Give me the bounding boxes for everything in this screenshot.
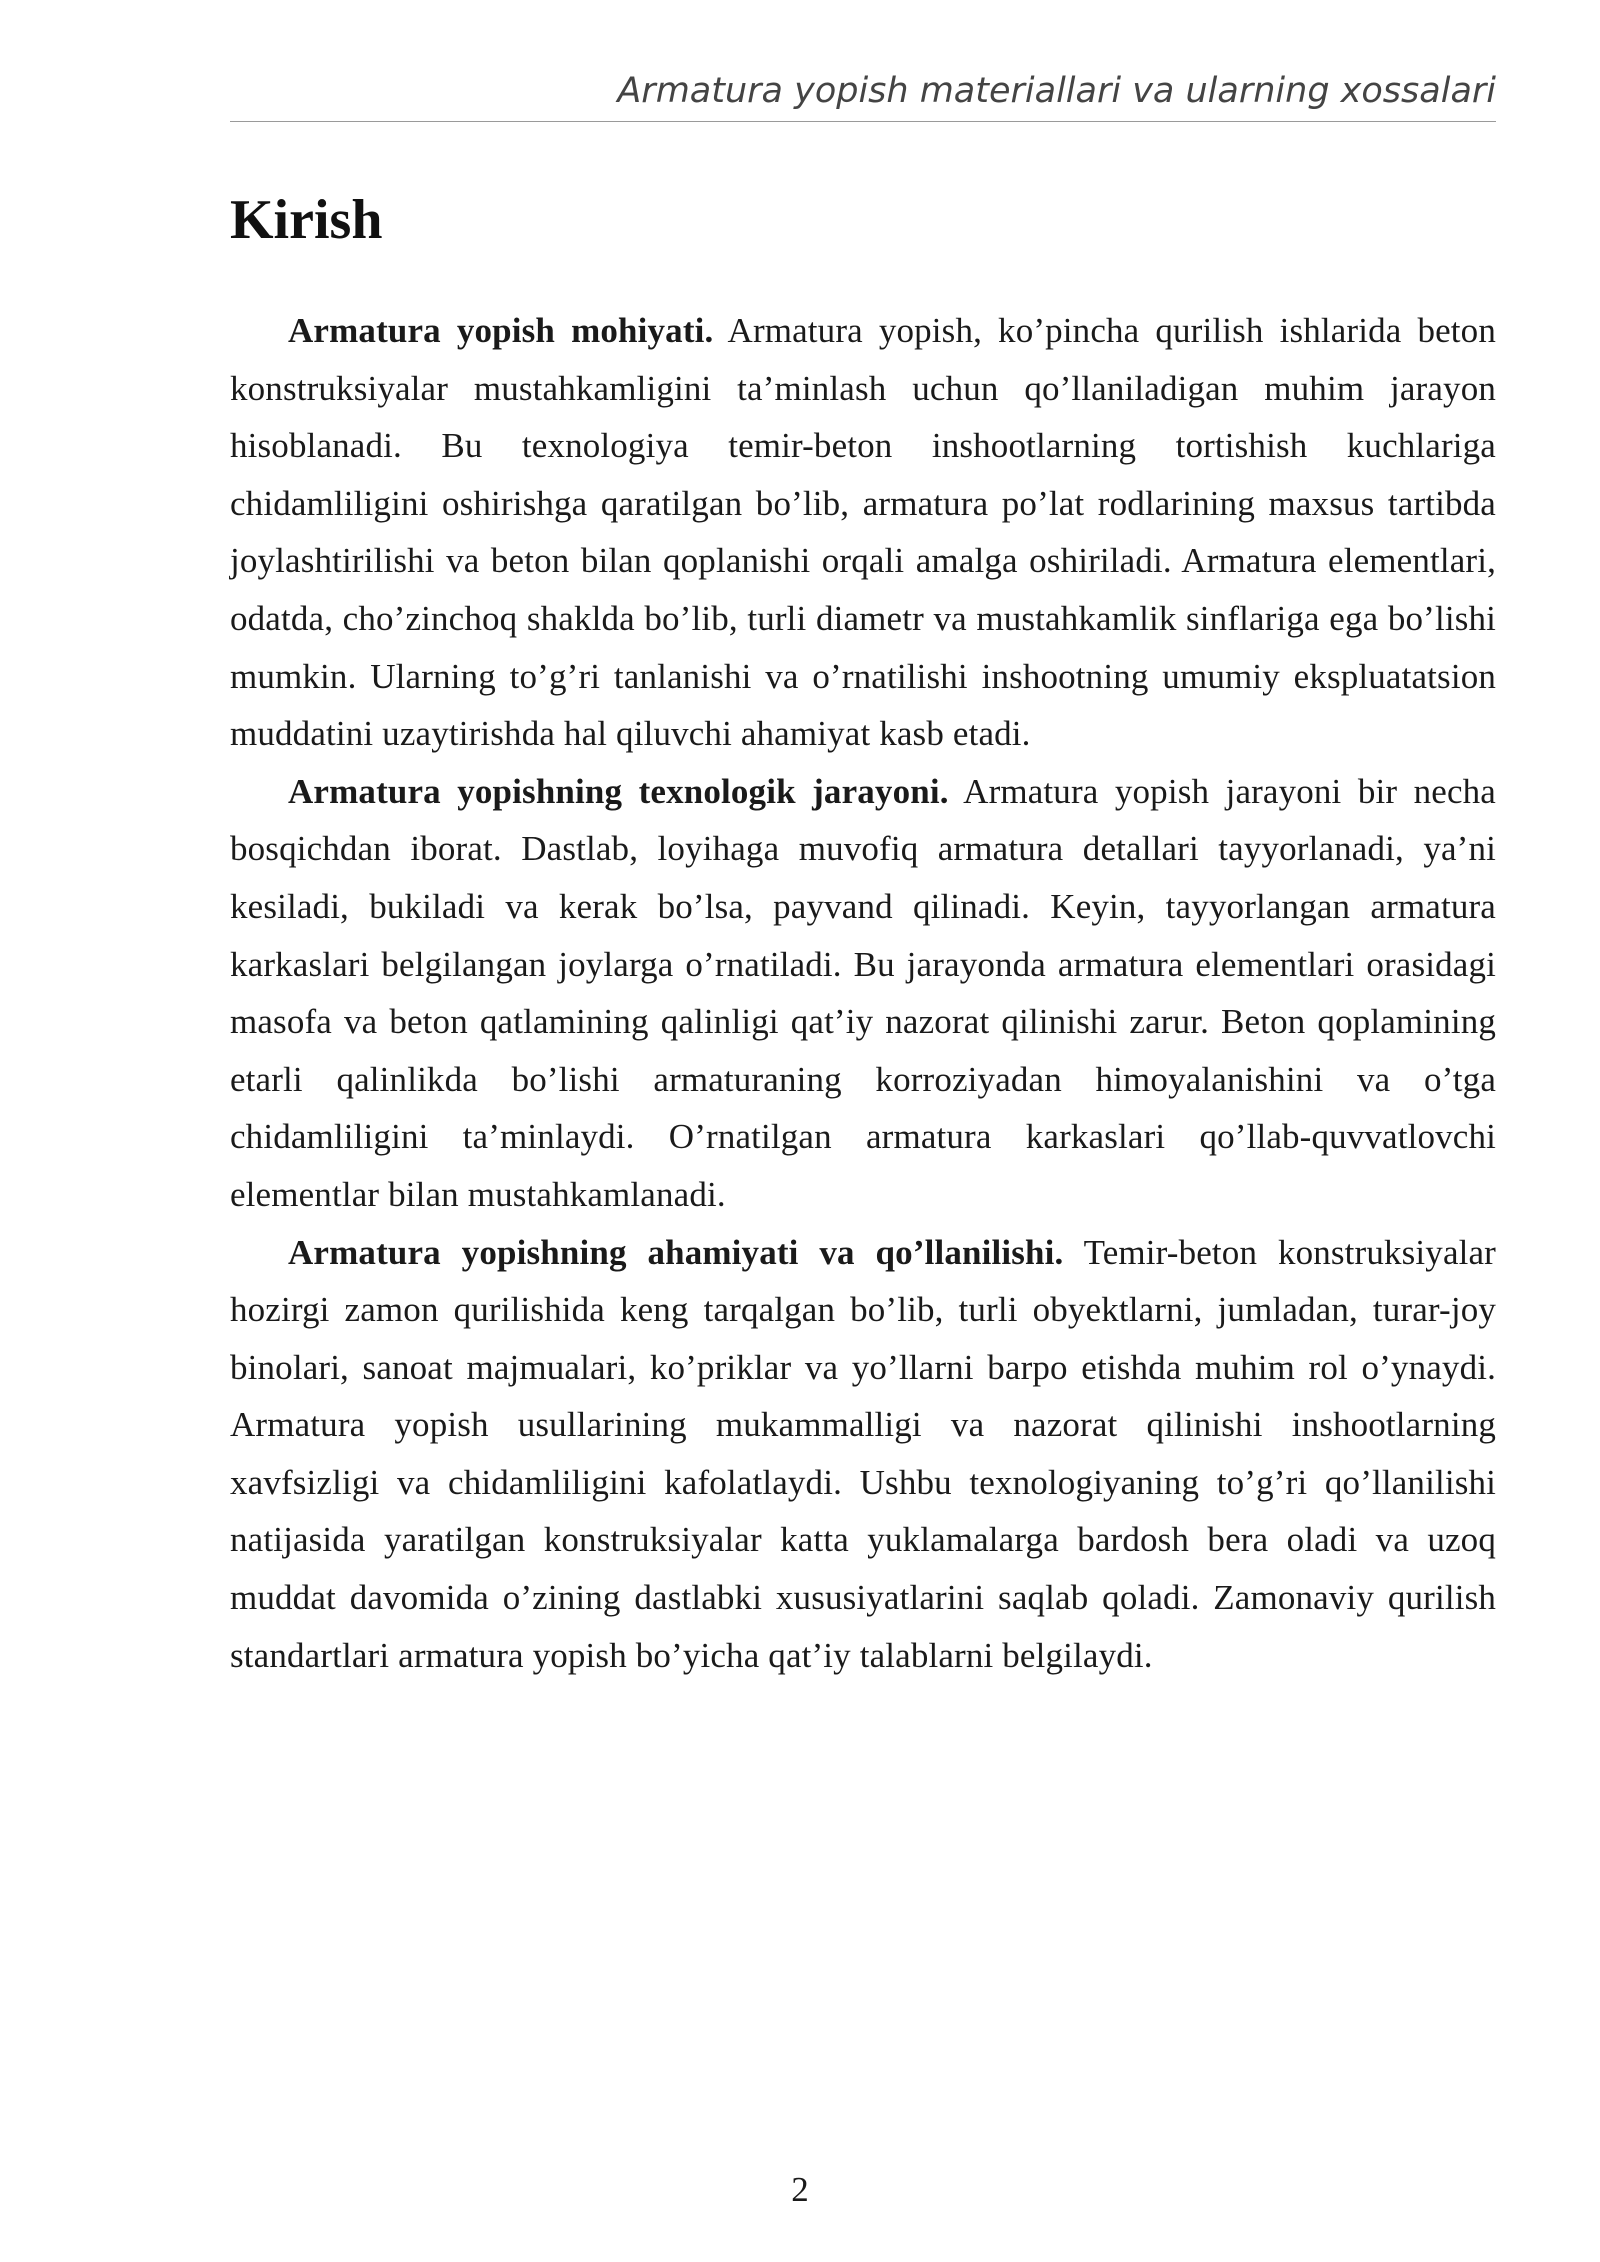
paragraph-importance bbox=[230, 1224, 1496, 1685]
paragraph-text: Armatura yopish, ko’pincha qurilish ishlarida beton konstruksiyalar mustahkamligini ta’minlash uchun qo’llaniladigan muhim jarayon hisoblanadi. Bu texnologiya temir-beton inshootlarning tortishish kuchlariga chidamliligini oshirishga qaratilgan bo’lib, armatura po’lat rodlarining maxsus tartibda joylashtirilishi va beton bilan qoplanishi orqali amalga oshiriladi. Armatura elementlari, odatda, cho’zinchoq shaklda bo’lib, turli diametr va mustahkamlik sinflariga ega bo’lishi mumkin. Ularning to’g’ri tanlanishi va o’rnatilishi inshootning umumiy ekspluatatsion muddatini uzaytirishda hal qiluvchi ahamiyat kasb etadi. bbox=[230, 311, 1496, 754]
page-number: 2 bbox=[791, 2170, 809, 2209]
paragraph-text: Temir-beton konstruksiyalar hozirgi zamon qurilishida keng tarqalgan bo’lib, turli obyektlarni, jumladan, turar-joy binolari, sanoat majmualari, ko’priklar va yo’llarni barpo etishda muhim rol o’ynaydi. Armatura yopish usullarining mukammalligi va nazorat qilinishi inshootlarning xavfsizligi va chidamliligini kafolatlaydi. Ushbu texnologiyaning to’g’ri qo’llanilishi natijasida yaratilgan konstruksiyalar katta yuklamalarga bardosh bera oladi va uzoq muddat davomida o’zining dastlabki xususiyatlarini saqlab qoladi. Zamonaviy qurilish standartlari armatura yopish bo’yicha qat’iy talablarni belgilaydi. bbox=[230, 1232, 1496, 1675]
paragraph-lead: Armatura yopishning texnologik jarayoni. bbox=[288, 771, 949, 811]
paragraph-lead: Armatura yopish mohiyati. bbox=[288, 311, 714, 350]
running-header: Armatura yopish materiallari va ularning xossalari bbox=[617, 71, 1496, 111]
header-rule bbox=[230, 121, 1496, 122]
paragraph-process bbox=[230, 763, 1496, 1224]
paragraph-essence bbox=[230, 302, 1496, 763]
chapter-title: Kirish bbox=[230, 189, 383, 251]
paragraph-lead: Armatura yopishning ahamiyati va qo’llanilishi. bbox=[288, 1232, 1064, 1272]
body-text bbox=[230, 302, 1496, 1684]
paragraph-text: Armatura yopish jarayoni bir necha bosqichdan iborat. Dastlab, loyihaga muvofiq armatura detallari tayyorlanadi, ya’ni kesiladi, bukiladi va kerak bo’lsa, payvand qilinadi. Keyin, tayyorlangan armatura karkaslari belgilangan joylarga o’rnatiladi. Bu jarayonda armatura elementlari orasidagi masofa va beton qatlamining qalinligi qat’iy nazorat qilinishi zarur. Beton qoplamining etarli qalinlikda bo’lishi armaturaning korroziyadan himoyalanishini va o’tga chidamliligini ta’minlaydi. O’rnatilgan armatura karkaslari qo’llab-quvvatlovchi elementlar bilan mustahkamlanadi. bbox=[230, 771, 1496, 1214]
